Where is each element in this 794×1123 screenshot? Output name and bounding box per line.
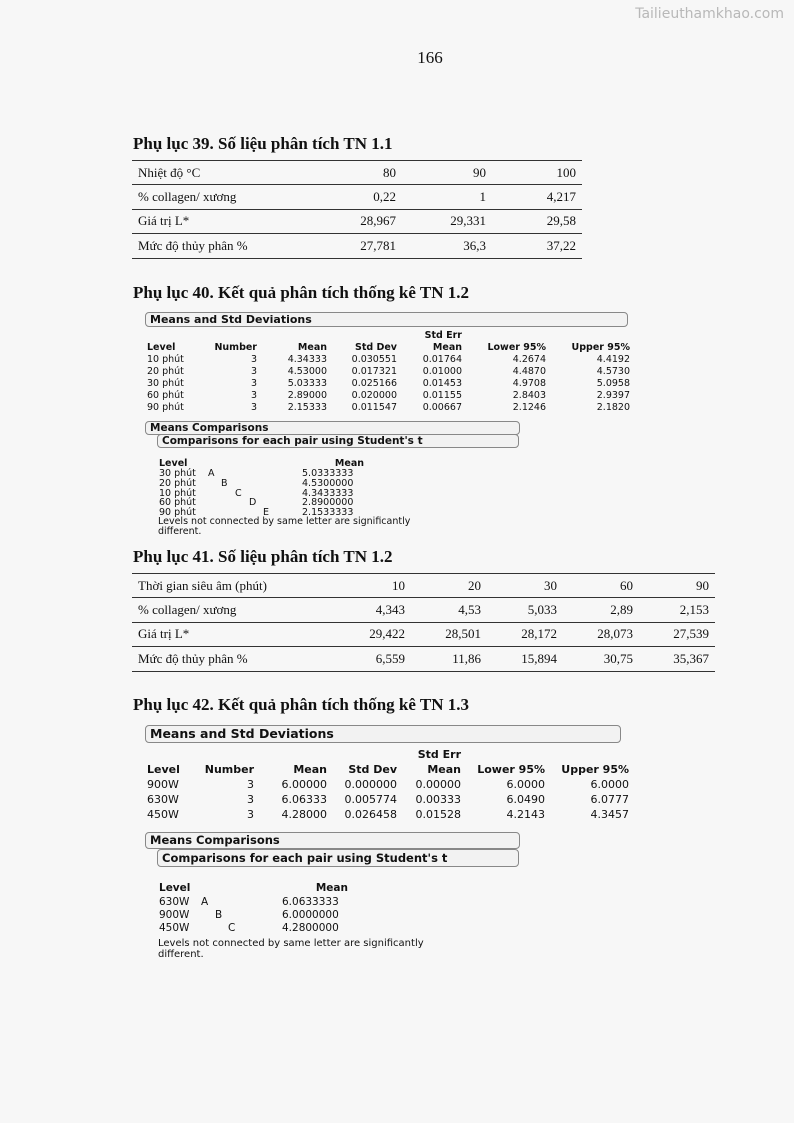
watermark: Tailieuthamkhao.com <box>635 6 784 22</box>
table-cell: 0.030551 <box>351 353 397 365</box>
table-cell: 5.0958 <box>596 377 630 389</box>
mean-header: Mean <box>315 882 348 894</box>
table-row <box>147 777 629 792</box>
table-cell: 0.011547 <box>351 401 397 413</box>
table-cell: 80 <box>312 161 402 185</box>
table-cell: Giá trị L* <box>132 622 335 646</box>
letter-level: 450W <box>159 922 190 934</box>
table-header-row <box>147 341 630 353</box>
table-cell: 35,367 <box>639 647 715 671</box>
letter-level: 900W <box>159 909 190 921</box>
appendix-39-title: Phụ lục 39. Số liệu phân tích TN 1.1 <box>133 134 393 153</box>
letter-level: 90 phút <box>159 507 196 518</box>
column-header: Lower 95% <box>487 341 546 353</box>
table-cell: 11,86 <box>411 647 487 671</box>
table-cell: 6,559 <box>335 647 411 671</box>
table-cell: 0.000000 <box>344 778 397 791</box>
table-cell: 2.1246 <box>512 401 546 413</box>
table-cell: 4.28000 <box>281 808 327 821</box>
letter-level: 60 phút <box>159 497 196 508</box>
letter-mean: 2.1533333 <box>302 507 354 518</box>
table-row <box>132 622 715 646</box>
table-row <box>147 377 630 389</box>
column-header: Upper 95% <box>571 341 630 353</box>
table-cell: 6.0777 <box>590 793 629 806</box>
letter-mean: 6.0000000 <box>282 909 339 921</box>
table-cell: 15,894 <box>487 647 563 671</box>
table-cell: Mức độ thủy phân % <box>132 647 335 671</box>
means-comparisons-title: Means Comparisons <box>145 832 520 849</box>
comparisons-subtitle: Comparisons for each pair using Student's t <box>157 434 519 448</box>
letter-level: 30 phút <box>159 468 196 479</box>
table-cell: 4.4870 <box>512 365 546 377</box>
table-row <box>147 365 630 377</box>
letter-mean: 6.0633333 <box>282 896 339 908</box>
table-row <box>132 234 582 258</box>
table-cell: 20 <box>411 574 487 598</box>
table-cell: 30,75 <box>563 647 639 671</box>
table-cell: 28,073 <box>563 622 639 646</box>
table-cell: 4.3457 <box>590 808 629 821</box>
table-cell: 28,501 <box>411 622 487 646</box>
appendix-40-title: Phụ lục 40. Kết quả phân tích thống kê TN 1.2 <box>133 283 469 302</box>
letter-group: C <box>235 488 242 499</box>
table-cell: Mức độ thủy phân % <box>132 234 312 258</box>
table-cell: 0.026458 <box>344 808 397 821</box>
table-row <box>147 353 630 365</box>
table-cell: 60 phút <box>147 389 184 401</box>
table-cell: 6.00000 <box>281 778 327 791</box>
table-cell: 3 <box>250 353 257 365</box>
mean-header: Mean <box>334 458 364 469</box>
column-header: Mean <box>432 341 462 353</box>
table-cell: 5.03333 <box>287 377 327 389</box>
table-row <box>132 574 715 598</box>
level-header: Level <box>159 458 188 469</box>
table-cell: 4.5730 <box>596 365 630 377</box>
table-cell: 29,422 <box>335 622 411 646</box>
table-cell: 3 <box>250 401 257 413</box>
table-cell: 100 <box>492 161 582 185</box>
means-std-dev-title: Means and Std Deviations <box>145 312 628 327</box>
table-cell: 6.0000 <box>506 778 545 791</box>
table-cell: 3 <box>247 778 254 791</box>
table-row <box>147 807 629 822</box>
table-cell: 2.1820 <box>596 401 630 413</box>
table-cell: 0.017321 <box>351 365 397 377</box>
table-cell: 36,3 <box>402 234 492 258</box>
significance-note <box>158 517 410 537</box>
column-header: Level <box>147 341 176 353</box>
appendix-41-table <box>132 573 715 672</box>
table-cell: 37,22 <box>492 234 582 258</box>
table-cell: 0.005774 <box>344 793 397 806</box>
appendix-41-title: Phụ lục 41. Số liệu phân tích TN 1.2 <box>133 547 393 566</box>
table-cell: 90 phút <box>147 401 184 413</box>
table-row <box>147 401 630 413</box>
table-cell: 60 <box>563 574 639 598</box>
column-header: Std Dev <box>348 763 397 776</box>
table-cell: 28,172 <box>487 622 563 646</box>
letter-mean: 4.3433333 <box>302 488 354 499</box>
column-header: Level <box>147 763 180 776</box>
table-row <box>132 185 582 209</box>
note-line: different. <box>158 949 204 960</box>
table-cell: Giá trị L* <box>132 209 312 233</box>
table-cell: 4,343 <box>335 598 411 622</box>
table-cell: 0.00000 <box>415 778 461 791</box>
table-cell: 2.9397 <box>596 389 630 401</box>
appendix-42-title: Phụ lục 42. Kết quả phân tích thống kê TN 1.3 <box>133 695 469 714</box>
page-number: 166 <box>417 48 443 67</box>
table-cell: 29,58 <box>492 209 582 233</box>
letter-group: A <box>208 468 215 479</box>
table-cell: 2.8403 <box>512 389 546 401</box>
letter-group: A <box>201 896 209 908</box>
table-cell: 10 <box>335 574 411 598</box>
letter-mean: 4.5300000 <box>302 478 354 489</box>
table-cell: 4.9708 <box>512 377 546 389</box>
letter-mean: 2.8900000 <box>302 497 354 508</box>
table-cell: 2.15333 <box>287 401 327 413</box>
table-row <box>147 389 630 401</box>
table-cell: 90 <box>402 161 492 185</box>
table-cell: 4.2674 <box>512 353 546 365</box>
means-std-dev-table <box>147 330 630 413</box>
table-cell: 3 <box>250 365 257 377</box>
table-cell: 27,781 <box>312 234 402 258</box>
letter-group: E <box>263 507 270 518</box>
column-header: Mean <box>297 341 327 353</box>
table-cell: 20 phút <box>147 365 184 377</box>
letter-group: B <box>221 478 228 489</box>
table-cell: 3 <box>250 389 257 401</box>
table-cell: 28,967 <box>312 209 402 233</box>
column-header: Number <box>214 341 257 353</box>
level-header: Level <box>159 882 191 894</box>
appendix-39-table <box>132 160 582 259</box>
table-cell: 2,153 <box>639 598 715 622</box>
column-header: Upper 95% <box>561 763 629 776</box>
note-line: Levels not connected by same letter are significantly <box>158 938 424 949</box>
table-cell: 900W <box>147 778 179 791</box>
table-cell: 0.00667 <box>422 401 462 413</box>
note-line: Levels not connected by same letter are significantly <box>158 516 411 527</box>
table-cell: 3 <box>247 793 254 806</box>
significance-note <box>158 938 424 960</box>
table-cell: 450W <box>147 808 179 821</box>
letter-level: 630W <box>159 896 190 908</box>
table-cell: Nhiệt độ °C <box>132 161 312 185</box>
letter-group: C <box>228 922 236 934</box>
table-header-row <box>147 762 629 777</box>
letter-level: 10 phút <box>159 488 196 499</box>
table-cell: 0,22 <box>312 185 402 209</box>
table-row <box>147 792 629 807</box>
comparisons-subtitle: Comparisons for each pair using Student's t <box>157 849 519 867</box>
table-cell: 4.53000 <box>287 365 327 377</box>
letter-mean: 4.2800000 <box>282 922 339 934</box>
table-cell: Thời gian siêu âm (phút) <box>132 574 335 598</box>
table-cell: 3 <box>250 377 257 389</box>
table-cell: 630W <box>147 793 179 806</box>
table-cell: 4,53 <box>411 598 487 622</box>
column-header: Mean <box>293 763 327 776</box>
means-std-dev-title: Means and Std Deviations <box>145 725 621 743</box>
table-row <box>132 647 715 671</box>
means-comparisons-title: Means Comparisons <box>145 421 520 435</box>
table-row <box>132 161 582 185</box>
table-cell: 1 <box>402 185 492 209</box>
column-header: Std Err <box>424 330 462 341</box>
means-std-dev-table <box>147 747 629 822</box>
table-cell: 6.0000 <box>590 778 629 791</box>
note-line: different. <box>158 526 202 537</box>
letter-mean: 5.0333333 <box>302 468 354 479</box>
table-row <box>147 330 630 341</box>
table-cell: 3 <box>247 808 254 821</box>
table-cell: 5,033 <box>487 598 563 622</box>
table-cell: 4.2143 <box>506 808 545 821</box>
table-cell: 4,217 <box>492 185 582 209</box>
table-cell: 4.4192 <box>596 353 630 365</box>
table-cell: 27,539 <box>639 622 715 646</box>
table-cell: 6.06333 <box>281 793 327 806</box>
table-cell: 0.00333 <box>415 793 461 806</box>
table-cell: 2,89 <box>563 598 639 622</box>
table-row <box>132 209 582 233</box>
column-header: Std Dev <box>354 341 397 353</box>
table-cell: 0.01764 <box>422 353 462 365</box>
table-cell: 4.34333 <box>287 353 327 365</box>
column-header: Lower 95% <box>477 763 545 776</box>
column-header: Mean <box>427 763 461 776</box>
table-cell: 0.01155 <box>422 389 462 401</box>
table-cell: 30 <box>487 574 563 598</box>
letter-level: 20 phút <box>159 478 196 489</box>
letter-group: B <box>215 909 223 921</box>
table-cell: 30 phút <box>147 377 184 389</box>
table-cell: 0.01000 <box>422 365 462 377</box>
table-row <box>132 598 715 622</box>
table-cell: 0.020000 <box>351 389 397 401</box>
table-row <box>147 747 629 762</box>
table-cell: 2.89000 <box>287 389 327 401</box>
column-header: Std Err <box>417 748 461 761</box>
table-cell: % collagen/ xương <box>132 185 312 209</box>
column-header: Number <box>204 763 254 776</box>
table-cell: 0.01453 <box>422 377 462 389</box>
letter-group: D <box>249 497 257 508</box>
table-cell: 0.025166 <box>351 377 397 389</box>
table-cell: % collagen/ xương <box>132 598 335 622</box>
table-cell: 6.0490 <box>506 793 545 806</box>
table-cell: 0.01528 <box>415 808 461 821</box>
table-cell: 10 phút <box>147 353 184 365</box>
table-cell: 90 <box>639 574 715 598</box>
table-cell: 29,331 <box>402 209 492 233</box>
